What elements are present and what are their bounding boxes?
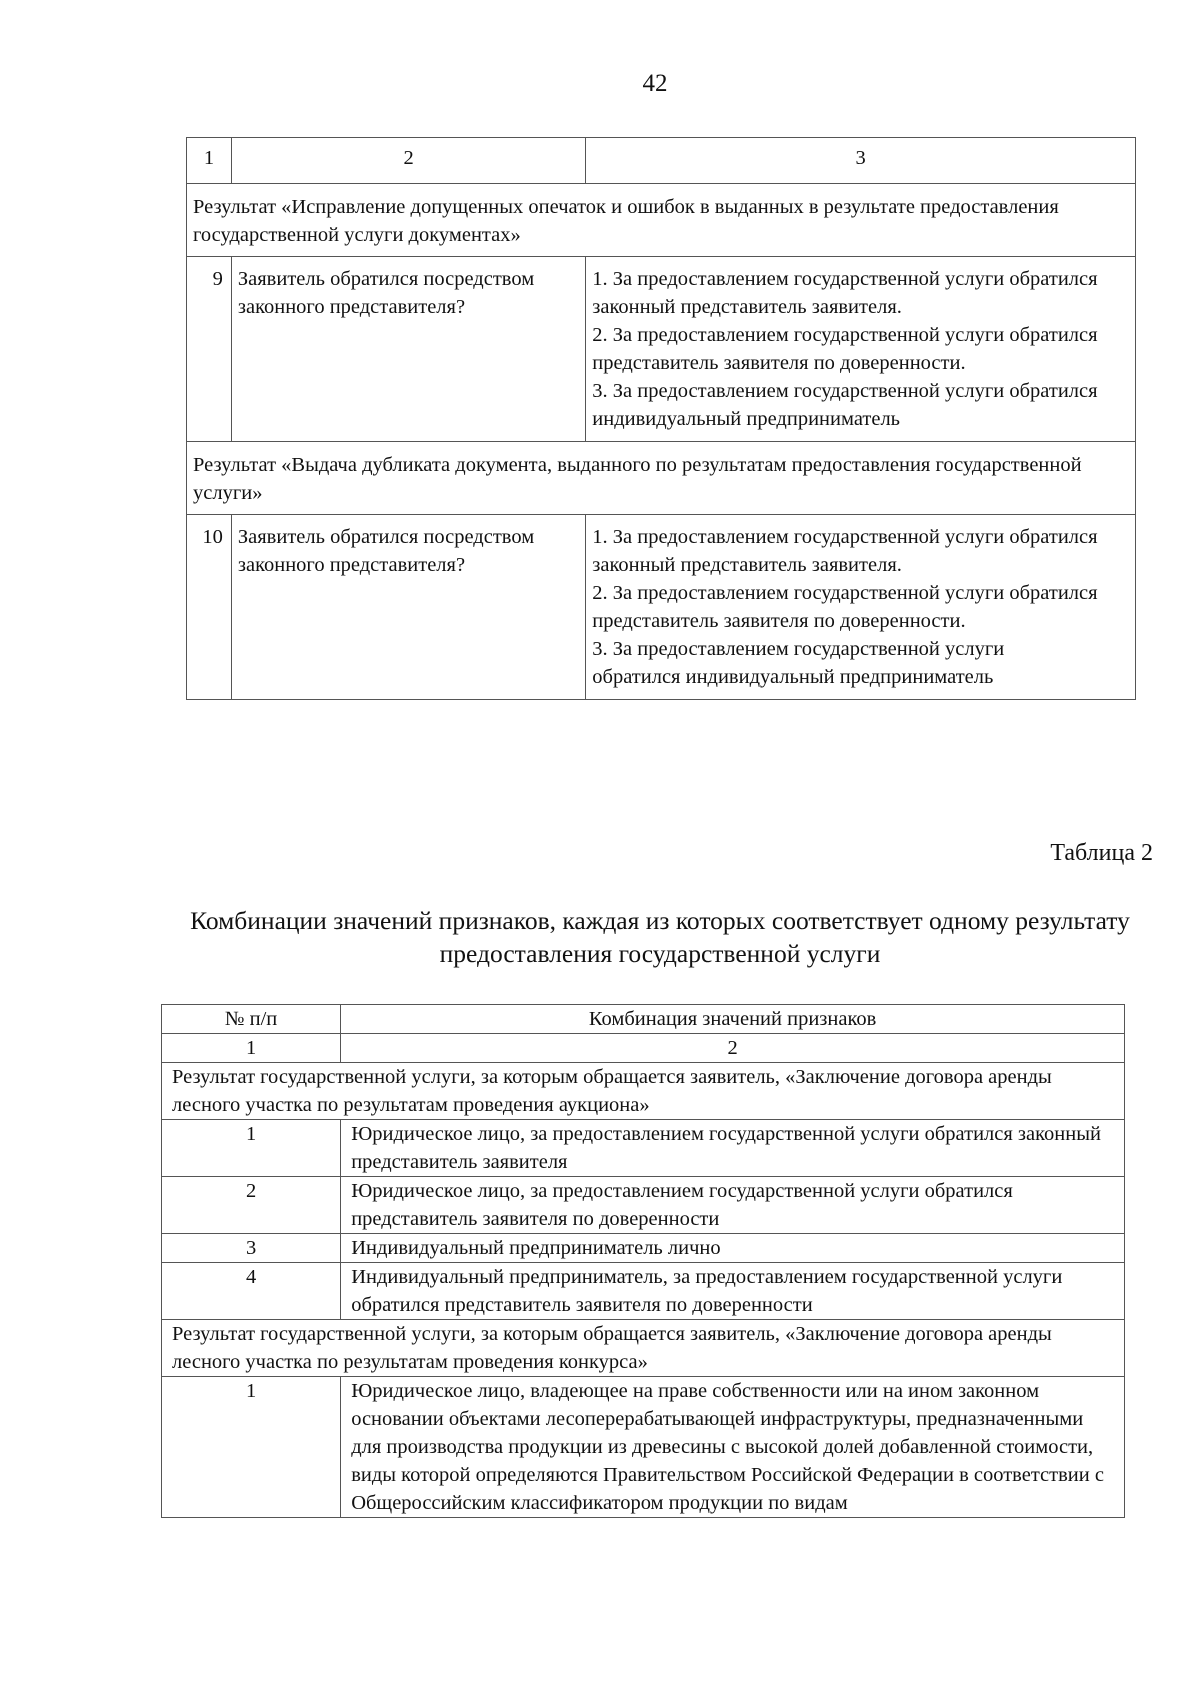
section-row [187,442,1136,515]
section-title: Результат «Исправление допущенных опечаток и ошибок в выданных в результате предоставления государственной услуги документах» [187,184,1136,257]
row-answers [586,515,1136,700]
row-text: Индивидуальный предприниматель, за предоставлением государственной услуги обратился представитель заявителя по доверенности [341,1263,1125,1320]
row-text: Юридическое лицо, за предоставлением государственной услуги обратился законный представитель заявителя [341,1120,1125,1177]
row-number: 1 [162,1120,341,1177]
row-text: Индивидуальный предприниматель лично [341,1234,1125,1263]
answer-option: 2. За предоставлением государственной услуги обратился представитель заявителя по доверенности. [592,324,1098,374]
section-title: Результат государственной услуги, за которым обращается заявитель, «Заключение договора аренды лесного участка по результатам проведения аукциона» [162,1063,1125,1120]
header-cell: 3 [586,138,1136,184]
row-answers [586,257,1136,442]
section-title: Результат «Выдача дубликата документа, выданного по результатам предоставления государственной услуги» [187,442,1136,515]
table-label: Таблица 2 [1050,840,1153,866]
table-row [187,515,1136,700]
table-title: Комбинации значений признаков, каждая из которых соответствует одному результату предоставления государственной услуги [190,906,1130,968]
header-cell: 1 [187,138,232,184]
row-number: 3 [162,1234,341,1263]
table-row [162,1234,1125,1263]
row-number: 10 [187,515,232,700]
answer-option: 1. За предоставлением государственной услуги обратился законный представитель заявителя. [592,268,1098,318]
combinations-table [161,1004,1125,1518]
table-row [162,1377,1125,1518]
answer-option: 3. За предоставлением государственной услуги обратился индивидуальный предприниматель [592,380,1098,430]
conditions-table [186,137,1136,700]
page-number: 42 [642,70,668,97]
table-subheader-row [162,1034,1125,1063]
row-question: Заявитель обратился посредством законного представителя? [231,515,585,700]
row-text: Юридическое лицо, за предоставлением государственной услуги обратился представитель заявителя по доверенности [341,1177,1125,1234]
answer-option: 2. За предоставлением государственной услуги обратился представитель заявителя по доверенности. [592,582,1098,632]
row-number: 2 [162,1177,341,1234]
section-row [162,1063,1125,1120]
table-row [162,1177,1125,1234]
table-row [187,257,1136,442]
header-cell: 1 [162,1034,341,1063]
table-header-row [187,138,1136,184]
table-row [162,1120,1125,1177]
row-question: Заявитель обратился посредством законного представителя? [231,257,585,442]
header-cell: 2 [341,1034,1125,1063]
row-text: Юридическое лицо, владеющее на праве собственности или на ином законном основании объектами лесоперерабатывающей инфраструктуры, предназначенными для производства продукции из древесины с высокой долей добавленной стоимости, виды которой определяются Правительством Российской Федерации в соответствии с Общероссийским классификатором продукции по видам [341,1377,1125,1518]
header-cell: 2 [231,138,585,184]
table-header-row [162,1005,1125,1034]
row-number: 4 [162,1263,341,1320]
section-row [187,184,1136,257]
table-row [162,1263,1125,1320]
header-cell: № п/п [162,1005,341,1034]
section-title: Результат государственной услуги, за которым обращается заявитель, «Заключение договора аренды лесного участка по результатам проведения конкурса» [162,1320,1125,1377]
section-row [162,1320,1125,1377]
answer-option: 3. За предоставлением государственной услуги обратился индивидуальный предприниматель [592,638,1005,688]
row-number: 1 [162,1377,341,1518]
row-number: 9 [187,257,232,442]
answer-option: 1. За предоставлением государственной услуги обратился законный представитель заявителя. [592,526,1098,576]
header-cell: Комбинация значений признаков [341,1005,1125,1034]
